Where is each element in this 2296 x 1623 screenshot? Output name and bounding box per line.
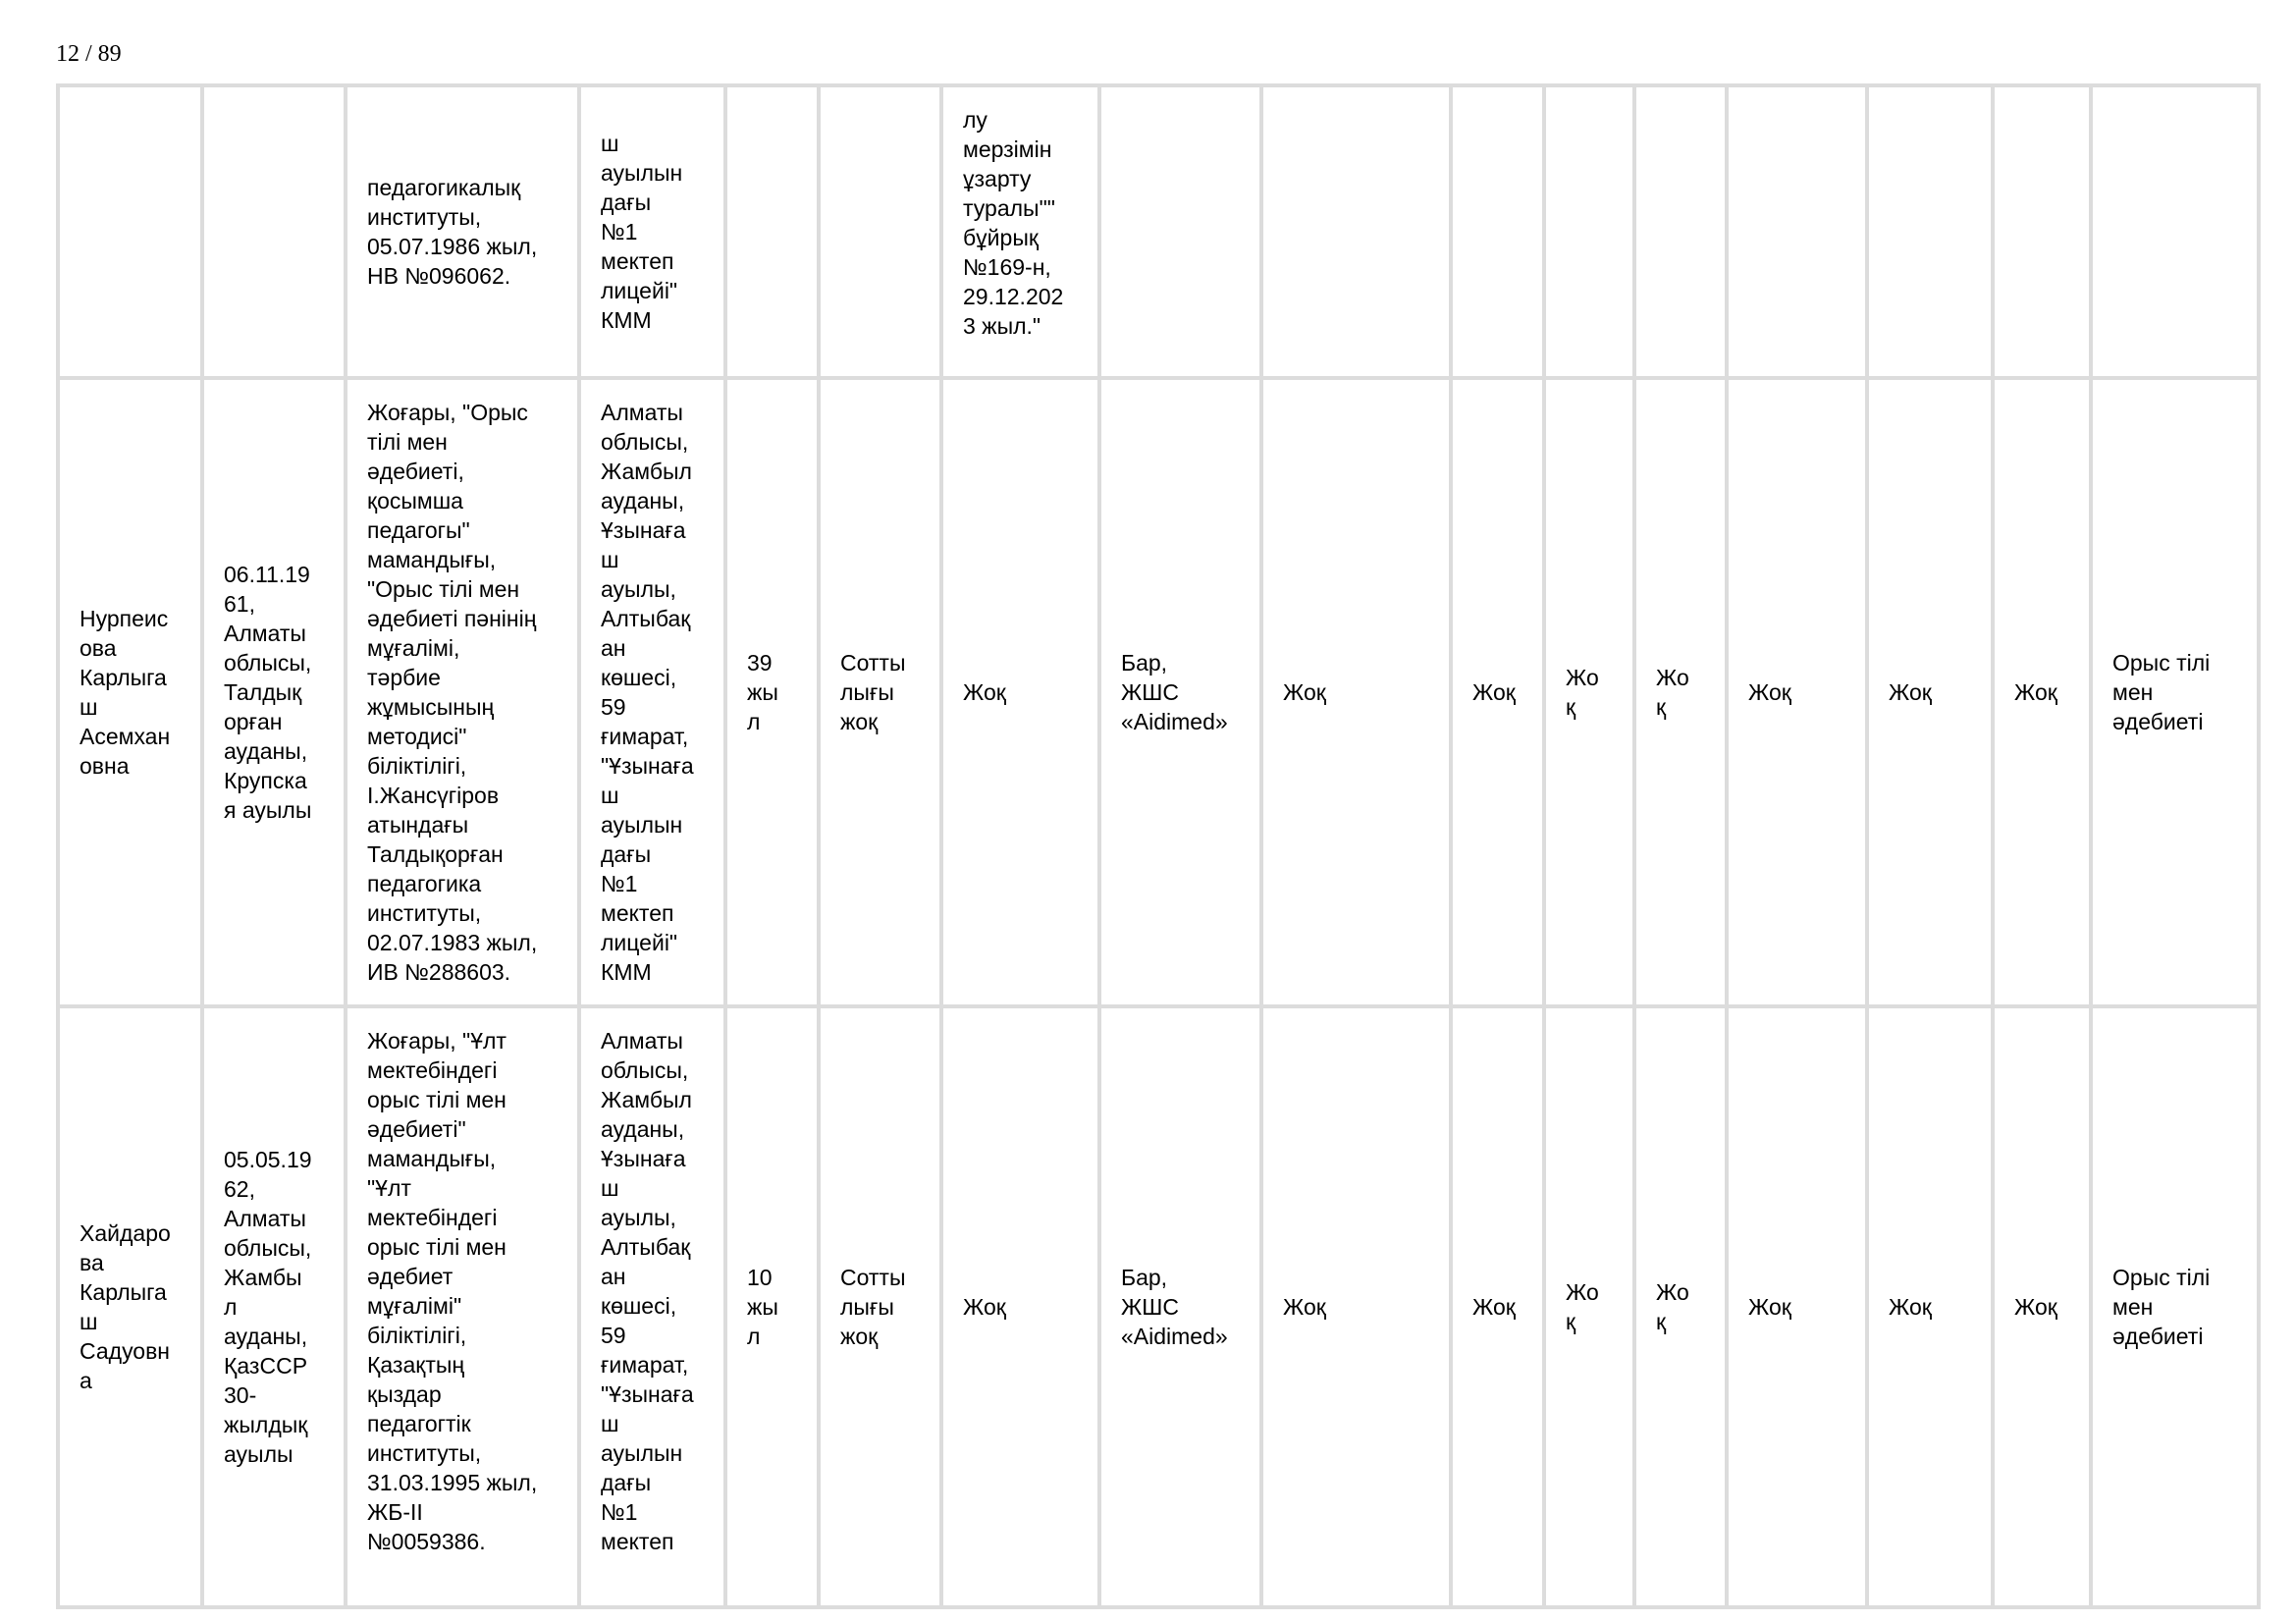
cell-name	[58, 85, 202, 378]
cell-col10	[1451, 85, 1544, 378]
cell-col14: Жоқ	[1867, 1006, 1993, 1607]
candidates-table	[56, 83, 2261, 1609]
cell-col15: Жоқ	[1993, 1006, 2091, 1607]
cell-col8	[1099, 85, 1261, 378]
cell-col13	[1727, 85, 1867, 378]
cell-subject	[2091, 85, 2259, 378]
cell-workplace: Алматы облысы, Жамбыл ауданы, Ұзынаға ш ауылы, Алтыбақ ан көшесі, 59 ғимарат, "Ұзынаға ш ауылын дағы №1 мектеп лицейі" КММ	[579, 378, 725, 1006]
cell-workplace: Алматы облысы, Жамбыл ауданы, Ұзынаға ш ауылы, Алтыбақ ан көшесі, 59 ғимарат, "Ұзынаға ш ауылын дағы №1 мектеп	[579, 1006, 725, 1607]
table-row	[58, 1006, 2259, 1607]
cell-conviction: Сотты лығы жоқ	[819, 1006, 941, 1607]
cell-education: Жоғары, "Орыс тілі мен әдебиеті, қосымша педагогы" мамандығы, "Орыс тілі мен әдебиеті пәнінің мұғалімі, тәрбие жұмысының методисі" біліктілігі, І.Жансүгіров атындағы Талдықорған педагогика институты, 02.07.1983 жыл, ИВ №288603.	[346, 378, 579, 1006]
cell-col8: Бар, ЖШС «Aidimed»	[1099, 1006, 1261, 1607]
cell-experience: 39 жы л	[725, 378, 819, 1006]
cell-col8: Бар, ЖШС «Aidimed»	[1099, 378, 1261, 1006]
cell-col7: лу мерзімін ұзарту туралы"" бұйрық №169-н, 29.12.202 3 жыл."	[941, 85, 1099, 378]
table-row	[58, 85, 2259, 378]
cell-col11: Жо қ	[1544, 1006, 1634, 1607]
cell-col15	[1993, 85, 2091, 378]
cell-col7: Жоқ	[941, 1006, 1099, 1607]
cell-col7: Жоқ	[941, 378, 1099, 1006]
cell-subject: Орыс тілі мен әдебиеті	[2091, 1006, 2259, 1607]
cell-col14	[1867, 85, 1993, 378]
cell-col11: Жо қ	[1544, 378, 1634, 1006]
cell-conviction: Сотты лығы жоқ	[819, 378, 941, 1006]
cell-col12: Жо қ	[1634, 378, 1727, 1006]
cell-col13: Жоқ	[1727, 378, 1867, 1006]
cell-birth	[202, 85, 346, 378]
cell-col12: Жо қ	[1634, 1006, 1727, 1607]
cell-col15: Жоқ	[1993, 378, 2091, 1006]
cell-education: Жоғары, "Ұлт мектебіндегі орыс тілі мен әдебиеті" мамандығы, "Ұлт мектебіндегі орыс тілі мен әдебиет мұғалімі" біліктілігі, Қазақтың қыздар педагогтік институты, 31.03.1995 жыл, ЖБ-ІІ №0059386.	[346, 1006, 579, 1607]
cell-experience: 10 жы л	[725, 1006, 819, 1607]
cell-col9: Жоқ	[1261, 378, 1451, 1006]
cell-col10: Жоқ	[1451, 378, 1544, 1006]
cell-conviction	[819, 85, 941, 378]
cell-col9	[1261, 85, 1451, 378]
cell-col14: Жоқ	[1867, 378, 1993, 1006]
cell-experience	[725, 85, 819, 378]
page-number: 12 / 89	[56, 41, 122, 67]
cell-name: Хайдаро ва Карлыга ш Садуовн а	[58, 1006, 202, 1607]
cell-col12	[1634, 85, 1727, 378]
cell-col10: Жоқ	[1451, 1006, 1544, 1607]
cell-col13: Жоқ	[1727, 1006, 1867, 1607]
cell-education: педагогикалық институты, 05.07.1986 жыл, НВ №096062.	[346, 85, 579, 378]
cell-col9: Жоқ	[1261, 1006, 1451, 1607]
cell-col11	[1544, 85, 1634, 378]
table-row	[58, 378, 2259, 1006]
cell-birth: 05.05.19 62, Алматы облысы, Жамбы л ауданы, ҚазССР 30- жылдық ауылы	[202, 1006, 346, 1607]
cell-subject: Орыс тілі мен әдебиеті	[2091, 378, 2259, 1006]
cell-workplace: ш ауылын дағы №1 мектеп лицейі" КММ	[579, 85, 725, 378]
cell-name: Нурпеис ова Карлыга ш Асемхан овна	[58, 378, 202, 1006]
cell-birth: 06.11.19 61, Алматы облысы, Талдық орған ауданы, Крупска я ауылы	[202, 378, 346, 1006]
